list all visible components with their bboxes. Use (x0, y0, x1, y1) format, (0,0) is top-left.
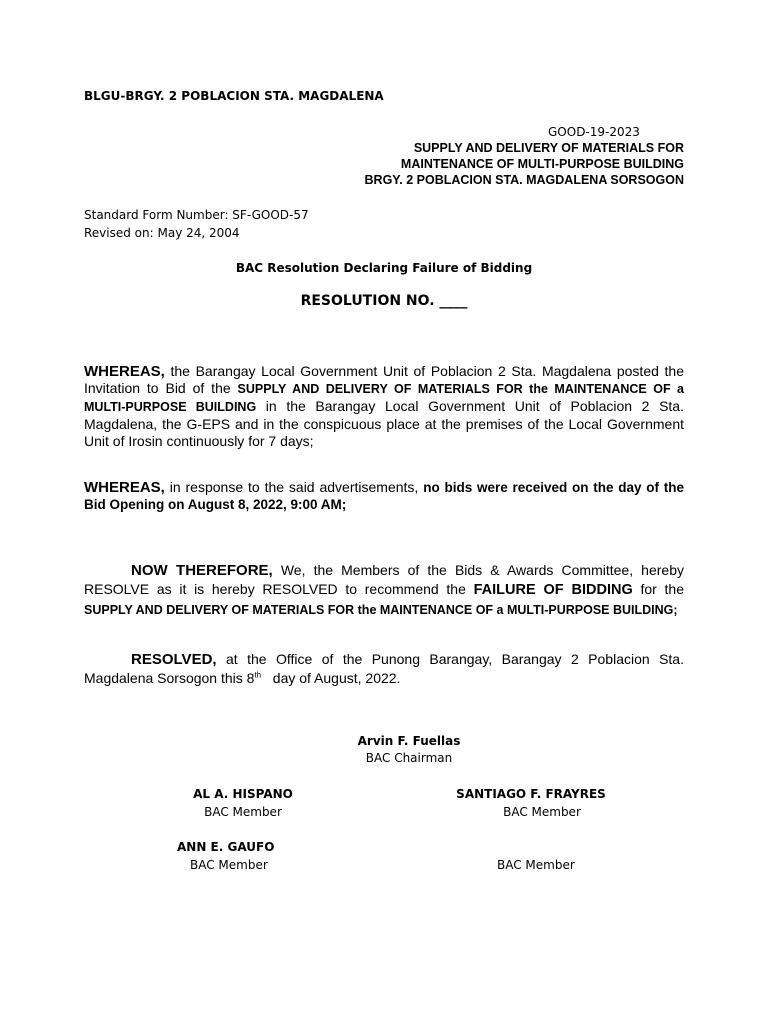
now-therefore-text-b: for the (632, 581, 684, 597)
now-therefore-project: SUPPLY AND DELIVERY OF MATERIALS FOR the MAINTENANCE OF a MULTI-PURPOSE BUILDING; (84, 603, 678, 617)
member-1-role: BAC Member (204, 805, 282, 819)
resolved-lead: RESOLVED, (131, 651, 217, 668)
chairman-signature-block (0, 733, 768, 767)
form-number: Standard Form Number: SF-GOOD-57 (84, 208, 309, 222)
reference-code: GOOD-19-2023 (548, 125, 640, 139)
member-1-signature-block (143, 785, 343, 821)
member-3-name: ANN E. GAUFO (177, 840, 275, 854)
failure-of-bidding: FAILURE OF BIDDING (473, 582, 633, 598)
whereas-paragraph-2 (84, 479, 684, 513)
resolved-text-a: at the Office of the Punong Barangay, Barangay 2 Poblacion Sta. Magdalena Sorsogon this 8 (84, 651, 684, 686)
resolution-number: RESOLUTION NO. ____ (300, 293, 468, 309)
whereas-1-project: SUPPLY AND DELIVERY OF MATERIALS FOR the MAINTENANCE OF a MULTI-PURPOSE BUILDING (84, 382, 685, 414)
now-therefore-text-a: We, the Members of the Bids & Awards Committee, hereby RESOLVE as it is hereby RESOLVED to recommend the (84, 562, 684, 597)
whereas-1-text-a: the Barangay Local Government Unit of Poblacion 2 Sta. Magdalena posted the Invitation to Bid of the (84, 363, 684, 396)
project-title-line3: BRGY. 2 POBLACION STA. MAGDALENA SORSOGON (364, 173, 684, 187)
chairman-name: Arvin F. Fuellas (357, 734, 461, 748)
member-4-role: BAC Member (497, 858, 575, 872)
member-3-signature-block (177, 838, 274, 874)
chairman-role: BAC Chairman (365, 751, 453, 765)
project-title (284, 140, 684, 188)
blgu-header: BLGU-BRGY. 2 POBLACION STA. MAGDALENA (84, 89, 384, 103)
document-title: BAC Resolution Declaring Failure of Bidding (235, 261, 533, 275)
form-info (84, 206, 309, 242)
whereas-paragraph-1 (84, 363, 684, 450)
resolved-text-b: day of August, 2022. (261, 670, 401, 686)
whereas-2-text: in response to the said advertisements, (164, 479, 424, 495)
project-title-line2: MAINTENANCE OF MULTI-PURPOSE BUILDING (400, 157, 684, 171)
member-1-name: AL A. HISPANO (193, 787, 293, 801)
form-revised: Revised on: May 24, 2004 (84, 226, 240, 240)
member-3-role: BAC Member (190, 858, 268, 872)
member-2-name: SANTIAGO F. FRAYRES (456, 787, 606, 801)
now-therefore-paragraph (84, 561, 684, 620)
whereas-lead-2: WHEREAS, (84, 479, 165, 496)
now-therefore-lead: NOW THEREFORE, (131, 562, 273, 579)
project-title-line1: SUPPLY AND DELIVERY OF MATERIALS FOR (413, 141, 684, 155)
day-ordinal-suffix: th (254, 670, 262, 680)
resolved-paragraph (84, 650, 684, 688)
whereas-1-text-b: in the Barangay Local Government Unit of Poblacion 2 Sta. Magdalena, the G-EPS and in the conspicuous place at the premises of the Local Government Unit of Irosin continuously for 7 days; (84, 398, 684, 449)
whereas-lead-1: WHEREAS, (84, 363, 165, 380)
whereas-2-bold: no bids were received on the day of the Bid Opening on August 8, 2022, 9:00 AM; (84, 480, 685, 512)
member-2-signature-block (431, 785, 631, 821)
member-2-role: BAC Member (503, 805, 581, 819)
